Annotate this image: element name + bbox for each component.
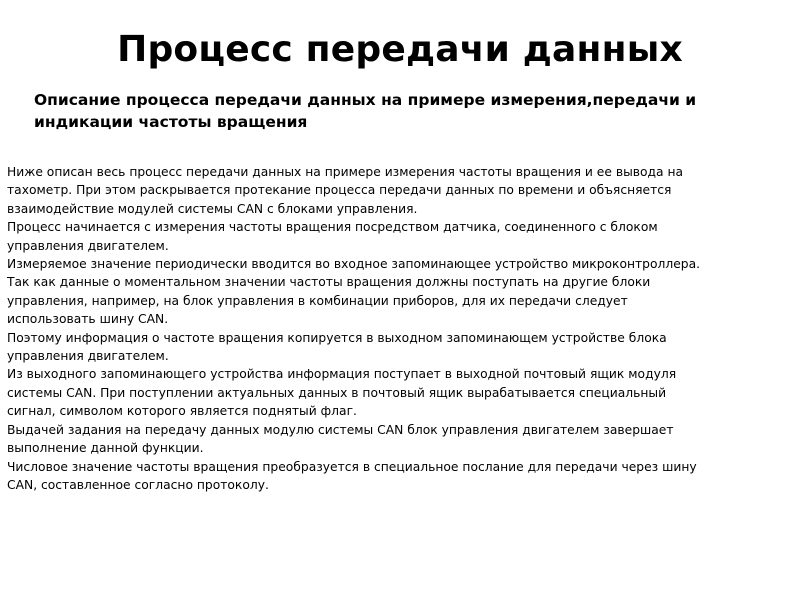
body-line: Измеряемое значение периодически вводится во входное запоминающее устройство микроконтроллера.	[7, 257, 701, 272]
slide-title: Процесс передачи данных	[117, 29, 683, 70]
slide-subtitle	[34, 89, 714, 133]
body-line: взаимодействие модулей системы CAN с блоками управления.	[7, 201, 418, 216]
body-line: Выдачей задания на передачу данных модулю системы CAN блок управления двигателем завершает	[7, 422, 674, 437]
body-line: системы CAN. При поступлении актуальных данных в почтовый ящик вырабатывается специальный	[7, 385, 667, 400]
body-line: Числовое значение частоты вращения преобразуется в специальное послание для передачи через шину	[7, 459, 697, 474]
body-line: использовать шину CAN.	[7, 312, 169, 327]
subtitle-line: Описание процесса передачи данных на примере измерения,передачи и	[34, 91, 697, 109]
body-line: управления двигателем.	[7, 349, 169, 364]
slide-body-text	[7, 163, 727, 494]
body-line: Процесс начинается с измерения частоты вращения посредством датчика, соединенного с блоком	[7, 220, 658, 235]
subtitle-line: индикации частоты вращения	[34, 113, 308, 131]
body-line: управления двигателем.	[7, 238, 169, 253]
body-line: Поэтому информация о частоте вращения копируется в выходном запоминающем устройстве блока	[7, 330, 667, 345]
body-line: выполнение данной функции.	[7, 441, 204, 456]
body-line: Из выходного запоминающего устройства информация поступает в выходной почтовый ящик модуля	[7, 367, 677, 382]
body-line: CAN, составленное согласно протоколу.	[7, 477, 269, 492]
body-line: сигнал, символом которого является поднятый флаг.	[7, 404, 357, 419]
body-line: Так как данные о моментальном значении частоты вращения должны поступать на другие блоки	[7, 275, 651, 290]
body-line: Ниже описан весь процесс передачи данных на примере измерения частоты вращения и ее вывода на	[7, 165, 684, 179]
body-line: тахометр. При этом раскрывается протекание процесса передачи данных по времени и объясняется	[7, 183, 672, 198]
body-line: управления, например, на блок управления в комбинации приборов, для их передачи следует	[7, 293, 628, 308]
